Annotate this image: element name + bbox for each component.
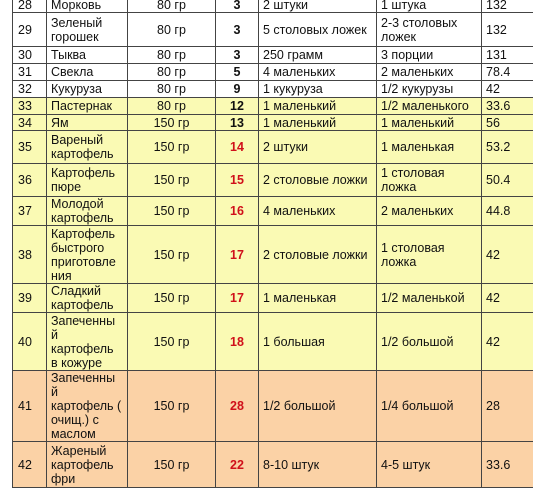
- portion-cell: 1 столовая ложка: [377, 226, 482, 284]
- amount-cell: 2 штуки: [259, 131, 377, 164]
- weight-cell: 150 гр: [128, 131, 216, 164]
- row-number-cell: 33: [13, 98, 47, 115]
- food-name-cell: Молодой картофель: [47, 197, 128, 226]
- calories-cell: 33.6: [482, 98, 533, 115]
- table-row: [13, 64, 533, 81]
- row-number-cell: 35: [13, 131, 47, 164]
- calories-cell: 44.8: [482, 197, 533, 226]
- calories-cell: 42: [482, 81, 533, 98]
- amount-cell: 1 маленький: [259, 98, 377, 115]
- calories-cell: 42: [482, 284, 533, 313]
- points-cell: 17: [216, 284, 259, 313]
- points-cell: 15: [216, 164, 259, 197]
- weight-cell: 150 гр: [128, 226, 216, 284]
- table-row: [13, 0, 533, 13]
- calories-cell: 53.2: [482, 131, 533, 164]
- food-name-cell: Пастернак: [47, 98, 128, 115]
- amount-cell: 2 штуки: [259, 0, 377, 13]
- amount-cell: 4 маленьких: [259, 197, 377, 226]
- calories-cell: 78.4: [482, 64, 533, 81]
- row-number-cell: 39: [13, 284, 47, 313]
- points-cell: 3: [216, 0, 259, 13]
- portion-cell: 2 маленьких: [377, 64, 482, 81]
- points-cell: 22: [216, 442, 259, 488]
- weight-cell: 150 гр: [128, 442, 216, 488]
- portion-cell: 1/2 кукурузы: [377, 81, 482, 98]
- table-row: [13, 47, 533, 64]
- weight-cell: 150 гр: [128, 164, 216, 197]
- points-cell: 3: [216, 13, 259, 47]
- table-row: [13, 313, 533, 371]
- portion-cell: 1/2 маленькой: [377, 284, 482, 313]
- weight-cell: 80 гр: [128, 98, 216, 115]
- points-cell: 16: [216, 197, 259, 226]
- portion-cell: 2-3 столовых ложек: [377, 13, 482, 47]
- table-row: [13, 284, 533, 313]
- weight-cell: 80 гр: [128, 47, 216, 64]
- row-number-cell: 42: [13, 442, 47, 488]
- weight-cell: 80 гр: [128, 64, 216, 81]
- portion-cell: 1/2 большой: [377, 313, 482, 371]
- food-name-cell: Ям: [47, 115, 128, 131]
- amount-cell: 2 столовые ложки: [259, 164, 377, 197]
- amount-cell: 5 столовых ложек: [259, 13, 377, 47]
- table-row: [13, 98, 533, 115]
- table-row: [13, 115, 533, 131]
- calories-cell: 42: [482, 313, 533, 371]
- food-name-cell: Сладкий картофель: [47, 284, 128, 313]
- row-number-cell: 32: [13, 81, 47, 98]
- row-number-cell: 40: [13, 313, 47, 371]
- table-row: [13, 131, 533, 164]
- row-number-cell: 37: [13, 197, 47, 226]
- points-cell: 3: [216, 47, 259, 64]
- amount-cell: 1 маленький: [259, 115, 377, 131]
- row-number-cell: 31: [13, 64, 47, 81]
- portion-cell: 1/2 маленького: [377, 98, 482, 115]
- table-row: [13, 442, 533, 488]
- points-cell: 14: [216, 131, 259, 164]
- weight-cell: 80 гр: [128, 81, 216, 98]
- food-name-cell: Картофель пюре: [47, 164, 128, 197]
- weight-cell: 80 гр: [128, 13, 216, 47]
- portion-cell: 1 штука: [377, 0, 482, 13]
- weight-cell: 150 гр: [128, 115, 216, 131]
- row-number-cell: 38: [13, 226, 47, 284]
- points-cell: 9: [216, 81, 259, 98]
- amount-cell: 1 большая: [259, 313, 377, 371]
- weight-cell: 150 гр: [128, 197, 216, 226]
- points-cell: 18: [216, 313, 259, 371]
- portion-cell: 1/4 большой: [377, 371, 482, 442]
- weight-cell: 150 гр: [128, 313, 216, 371]
- portion-cell: 1 маленький: [377, 115, 482, 131]
- row-number-cell: 41: [13, 371, 47, 442]
- points-cell: 12: [216, 98, 259, 115]
- food-name-cell: Свекла: [47, 64, 128, 81]
- calories-cell: 56: [482, 115, 533, 131]
- calories-cell: 28: [482, 371, 533, 442]
- points-cell: 28: [216, 371, 259, 442]
- food-name-cell: Картофель быстрого приготовле ния: [47, 226, 128, 284]
- points-cell: 13: [216, 115, 259, 131]
- calories-cell: 33.6: [482, 442, 533, 488]
- weight-cell: 150 гр: [128, 284, 216, 313]
- portion-cell: 3 порции: [377, 47, 482, 64]
- row-number-cell: 36: [13, 164, 47, 197]
- amount-cell: 1 маленькая: [259, 284, 377, 313]
- food-name-cell: Запеченны й картофель в кожуре: [47, 313, 128, 371]
- row-number-cell: 34: [13, 115, 47, 131]
- portion-cell: 1 столовая ложка: [377, 164, 482, 197]
- calories-cell: 132: [482, 0, 533, 13]
- table-row: [13, 197, 533, 226]
- food-name-cell: Кукуруза: [47, 81, 128, 98]
- row-number-cell: 29: [13, 13, 47, 47]
- portion-cell: 2 маленьких: [377, 197, 482, 226]
- food-name-cell: Жареный картофель фри: [47, 442, 128, 488]
- amount-cell: 1/2 большой: [259, 371, 377, 442]
- weight-cell: 80 гр: [128, 0, 216, 13]
- points-cell: 17: [216, 226, 259, 284]
- food-name-cell: Вареный картофель: [47, 131, 128, 164]
- food-table-wrapper: [12, 0, 533, 488]
- amount-cell: 250 грамм: [259, 47, 377, 64]
- table-row: [13, 164, 533, 197]
- table-row: [13, 371, 533, 442]
- amount-cell: 2 столовые ложки: [259, 226, 377, 284]
- portion-cell: 4-5 штук: [377, 442, 482, 488]
- table-row: [13, 81, 533, 98]
- food-name-cell: Тыква: [47, 47, 128, 64]
- food-table-body: [13, 0, 533, 488]
- amount-cell: 4 маленьких: [259, 64, 377, 81]
- weight-cell: 150 гр: [128, 371, 216, 442]
- portion-cell: 1 маленькая: [377, 131, 482, 164]
- food-name-cell: Запеченны й картофель ( очищ.) с маслом: [47, 371, 128, 442]
- points-cell: 5: [216, 64, 259, 81]
- calories-cell: 132: [482, 13, 533, 47]
- calories-cell: 42: [482, 226, 533, 284]
- amount-cell: 8-10 штук: [259, 442, 377, 488]
- amount-cell: 1 кукуруза: [259, 81, 377, 98]
- food-name-cell: Морковь: [47, 0, 128, 13]
- calories-cell: 131: [482, 47, 533, 64]
- row-number-cell: 30: [13, 47, 47, 64]
- food-name-cell: Зеленый горошек: [47, 13, 128, 47]
- table-row: [13, 226, 533, 284]
- food-table: [12, 0, 533, 488]
- calories-cell: 50.4: [482, 164, 533, 197]
- table-row: [13, 13, 533, 47]
- row-number-cell: 28: [13, 0, 47, 13]
